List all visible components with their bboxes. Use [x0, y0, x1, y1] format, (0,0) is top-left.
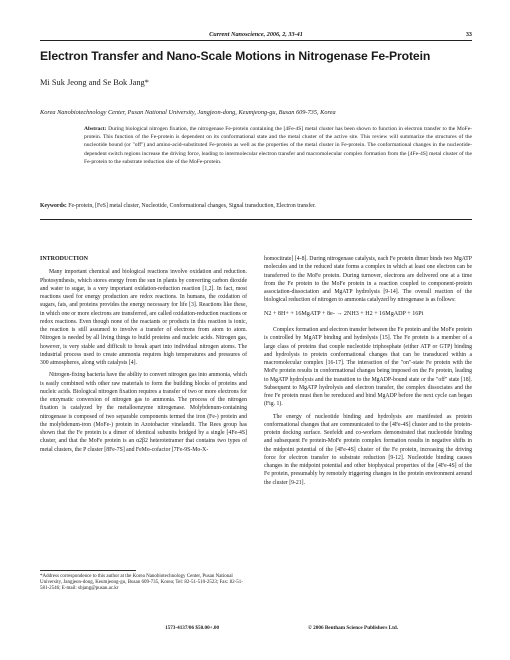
intro-paragraph-2: Nitrogen-fixing bacteria have the ability to convert nitrogen gas into ammonia, which is easily combined with other raw materials to form the building blocks of proteins and nucleic acids. Biological nitrogen fixation requires a transfer of two or more electrons for the enzymatic conversion of nitrogen gas to ammonia. The process of the nitrogen fixation is catalyzed by the metalloenzyme nitrogenase. Molybdenum-containing nitrogenase is composed of two separable components termed the iron (Fe-) protein and the molybdenum-iron (MoFe-) protein in Azotobacter vinelandii. The Rees group has shown that the Fe protein is a dimer of identical subunits bridged by a single [4Fe-4S] cluster, and that the MoFe protein is an α2β2 heterotetramer that contains two types of metal clusters, the P cluster [8Fe-7S] and FeMo-cofactor [7Fe-9S-Mo-X- [40, 372, 247, 453]
abstract-label: Abstract: [84, 126, 107, 132]
section-heading: INTRODUCTION [40, 256, 89, 262]
right-paragraph-1: homocitrate] [4-8]. During nitrogenase catalysis, each Fe protein dimer binds two MgATP molecules and in the reduced state forms a complex in which at least one electron can be transferred to the MoFe protein. During turnover, electrons are delivered one at a time from the Fe protein to the MoFe protein in a reaction coupled to component-protein association-dissociation and MgATP hydrolysis [9-14]. The overall reaction of the biological reduction of nitrogen to ammonia catalyzed by nitrogenase is as follows: [264, 256, 472, 304]
authors: Mi Suk Jeong and Se Bok Jang* [40, 78, 149, 87]
keywords-rule [40, 219, 472, 220]
footnote-rule [40, 570, 136, 571]
intro-paragraph-1: Many important chemical and biological reactions involve oxidation and reduction. Photosynthesis, which stores energy from the sun in plants by converting carbon dioxide and water to sugar, is a very important oxidation-reduction reaction [1,2]. In fact, most reactions used for energy production are redox reactions. In humans, the oxidation of sugars, fats, and proteins provides the energy necessary for life [3]. Reactions like these, in which one or more electrons are transferred, are called oxidation-reduction reactions or redox reactions. Even though none of the reactants or products in this reaction is ionic, the reaction is still assumed to involve a transfer of electrons from atom to atom. Nitrogen is needed by all living things to build proteins and nucleic acids. Nitrogen gas, however, is very stable and difficult to break apart into individual nitrogen atoms. The industrial process used to create ammonia requires high temperatures and pressures of 300 atmospheres, along with catalysts [4]. [40, 269, 247, 366]
header-rule [40, 40, 472, 41]
reaction-equation: N2 + 8H+ + 16MgATP + 8e- → 2NH3 + H2 + 16MgADP + 16Pi [264, 310, 424, 317]
correspondence-footnote: *Address correspondence to this author at the Korea Nanobiotechnology Center, Pusan National University, Jangjeon-dong, Keumjeong-gu, Busan 609-735, Korea; Tel: 82-51-510-2523; Fax: 82-51-581-2546; E-mail: sbjang@pusan.ac.kr [40, 574, 243, 592]
keywords-text: Fe-protein, [FeS] metal cluster, Nucleotide, Conformational changes, Signal transduction, Electron transfer. [68, 203, 316, 209]
keywords [40, 203, 472, 209]
left-column [40, 255, 247, 458]
keywords-label: Keywords: [40, 203, 67, 209]
journal-citation: Current Nanoscience, 2006, 2, 33-41 [209, 31, 303, 38]
right-column [264, 255, 472, 491]
page-number: 33 [465, 31, 472, 38]
affiliation: Korea Nanobiotechnology Center, Pusan National University, Jangjeon-dong, Keumjeong-gu, Busan 609-735, Korea [40, 109, 336, 116]
right-paragraph-3: The energy of nucleotide binding and hydrolysis are manifested as protein conformational changes that are communicated to the [4Fe-4S] cluster and to the protein-protein docking surface. Seefeldt and co-workers demonstrated that nucleotide binding and subsequent Fe protein-MoFe protein complex formation results in negative shifts in the midpoint potential of the [4Fe-4S] cluster of the Fe protein, increasing the driving force for electron transfer to substrate reduction [9-12]. Nucleotide binding causes changes in the midpoint potential and other biophysical properties of the [4Fe-4S] of the Fe protein, presumably by remotely triggering changes in the protein environment around the cluster [9-21]. [264, 413, 472, 486]
issn-price: 1573-4137/06 $50.00+.00 [165, 625, 220, 631]
copyright: © 2006 Bentham Science Publishers Ltd. [308, 625, 399, 631]
abstract-text: During biological nitrogen fixation, the nitrogenase Fe-protein containing the [4Fe-4S] metal cluster has been shown to function in electron transfer to the MoFe-protein. This function of the Fe-protein is dependent on its conformational state and the metal cluster of the active site. This review will summarize the structures of the nucleotide bound (or "off") and amino-acid-substituted Fe-protein as well as the properties of the metal cluster in Fe-protein. The conformational changes in the nucleotide-dependent switch regions increase the driving force, leading to intermolecular electron transfer and macromolecular complex formation from the [4Fe-4S] metal cluster of the Fe-protein to the substrate reduction site of the MoFe-protein. [84, 126, 473, 165]
abstract [84, 125, 472, 166]
paper-title: Electron Transfer and Nano-Scale Motions in Nitrogenase Fe-Protein [40, 49, 431, 63]
right-paragraph-2: Complex formation and electron transfer between the Fe protein and the MoFe protein is controlled by MgATP binding and hydrolysis [15]. The Fe protein is a member of a large class of proteins that couple nucleotide triphosphate (either ATP or GTP) binding and hydrolysis to protein conformational changes that can be transduced within a macromolecular complex [16-17]. The interaction of the "on"-state Fe protein with the MoFe protein results in conformational changes being imposed on the Fe protein, leading to MgATP hydrolysis and the transition to the MgADP-bound state or the "off" state [18]. Subsequent to MgATP hydrolysis and electron transfer, the complex dissociates and the free Fe protein must then be rereduced and bind MgADP before the next cycle can began (Fig. 1). [264, 327, 472, 408]
